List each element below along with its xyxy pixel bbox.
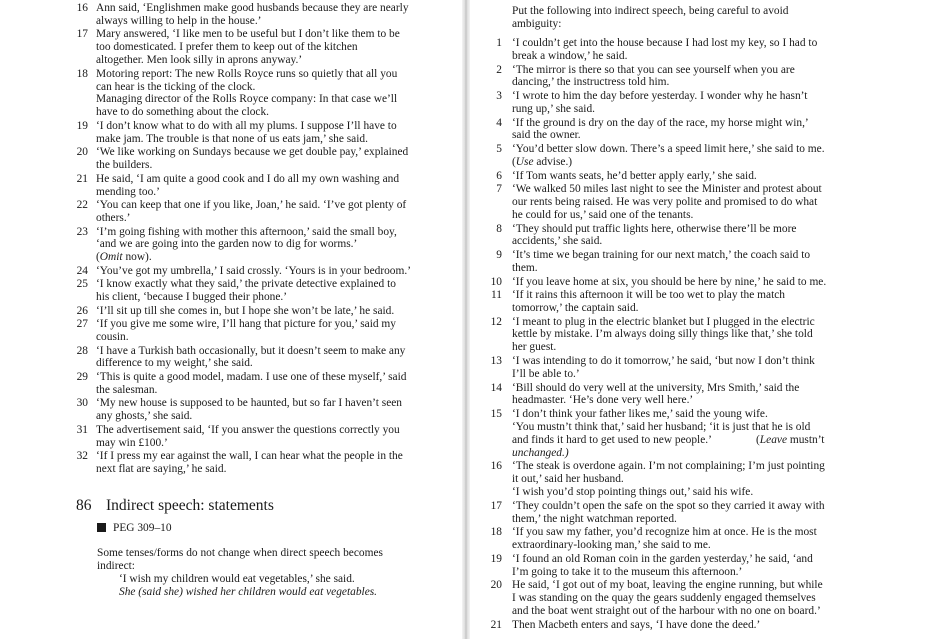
exercise-line: I was standing on the quay the gears suddenly engaged themselves	[512, 592, 816, 605]
exercise-line: ‘They couldn’t open the safe on the spot so they carried it away with	[512, 499, 825, 512]
exercise-line: ‘I have a Turkish bath occasionally, but it doesn’t seem to make any	[96, 344, 406, 357]
exercise-line: our rents being raised. He was very polite and promised to do what	[512, 195, 818, 208]
exercise-note: (Omit now).	[96, 251, 152, 264]
exercise-number: 29	[76, 371, 88, 383]
exercise-line: ‘The steak is overdone again. I’m not complaining; I’m just pointing	[512, 460, 825, 473]
exercise-line: her guest.	[512, 341, 557, 354]
section-heading	[76, 497, 274, 515]
exercise-number: 32	[76, 450, 88, 463]
exercise-line: next flat are saying,’ he said.	[96, 463, 227, 476]
exercise-line: and finds it hard to get used to new people.’	[512, 433, 712, 446]
exercise-number: 10	[490, 275, 502, 288]
exercise-number: 19	[490, 552, 502, 565]
instructions-line-1: Put the following into indirect speech, being careful to avoid	[512, 5, 789, 17]
exercise-line: others.’	[96, 211, 131, 224]
exercise-note: (Leave mustn’t	[756, 433, 825, 446]
exercise-line: ‘I’ll sit up till she comes in, but I hope she won’t be late,’ he said.	[96, 304, 395, 317]
exercise-number: 21	[76, 172, 88, 185]
exercise-line: Then Macbeth enters and says, ‘I have done the deed.’	[512, 618, 761, 631]
exercise-number: 17	[76, 28, 88, 41]
exercise-number: 2	[496, 63, 502, 76]
exercise-number: 20	[76, 146, 88, 159]
exercise-number: 8	[496, 222, 502, 235]
exercise-number: 13	[490, 355, 502, 367]
exercise-line: the builders.	[96, 159, 153, 172]
exercise-number: 12	[490, 315, 502, 328]
exercise-line: any ghosts,’ she said.	[96, 410, 193, 423]
exercise-line: ‘If you give me some wire, I’ll hang that picture for you,’ said my	[96, 318, 396, 331]
exercise-line: ‘I was intending to do it tomorrow,’ he said, ‘but now I don’t think	[512, 355, 815, 367]
book-reference-icon	[97, 523, 106, 532]
exercise-line: rung up,’ she said.	[512, 102, 595, 115]
exercise-line: ‘You’ve got my umbrella,’ I said crossly. ‘Yours is in your bedroom.’	[96, 264, 412, 277]
exercise-line: extraordinary-looking man,’ she said to me.	[512, 539, 711, 552]
exercise-line: headmaster. ‘He’s done very well here.’	[512, 394, 694, 407]
exercise-line: may win £100.’	[96, 436, 168, 449]
exercise-number: 11	[491, 289, 502, 302]
exercise-number: 3	[496, 90, 502, 102]
example-direct: ‘I wish my children would eat vegetables,’ she said.	[119, 573, 355, 585]
exercise-line: ‘If I press my ear against the wall, I can hear what the people in the	[96, 450, 403, 463]
exercise-line: He said, ‘I got out of my boat, leaving the engine running, but while	[512, 579, 823, 592]
exercise-line: dancing,’ the instructress told him.	[512, 76, 670, 89]
section-number: 86	[76, 497, 92, 514]
exercise-number: 16	[490, 460, 502, 473]
exercise-line: ‘I couldn’t get into the house because I had lost my key, so I had to	[512, 37, 818, 49]
exercise-line: make jam. The trouble is that none of us eats jam,’ she said.	[96, 132, 368, 145]
exercise-number: 5	[496, 143, 502, 155]
exercise-number: 25	[76, 278, 88, 291]
exercise-line: said the owner.	[512, 129, 581, 142]
exercise-line: ‘They should put traffic lights here, otherwise there’ll be more	[512, 222, 797, 235]
exercise-number: 23	[76, 225, 88, 238]
exercise-line: ‘Bill should do very well at the university, Mrs Smith,’ said the	[512, 381, 800, 394]
exercise-line: mending too.’	[96, 185, 160, 198]
exercise-line: Mary answered, ‘I like men to be useful but I don’t like them to be	[96, 28, 400, 41]
exercise-line: the salesman.	[96, 383, 158, 396]
exercise-line: ‘You can keep that one if you like, Joan,’ he said. ‘I’ve got plenty of	[96, 199, 407, 212]
exercise-line: ‘My new house is supposed to be haunted, but so far I haven’t seen	[96, 397, 403, 410]
exercise-line: break a window,’ he said.	[512, 49, 628, 62]
intro-line-1: Some tenses/forms do not change when direct speech becomes	[97, 547, 383, 559]
exercise-note: (Use advise.)	[512, 155, 573, 168]
exercise-number: 27	[76, 318, 88, 331]
exercise-line: ‘You’d better slow down. There’s a speed limit here,’ she said to me.	[512, 143, 825, 155]
exercise-line: ‘If it rains this afternoon it will be too wet to play the match	[512, 289, 785, 302]
exercise-number: 18	[76, 67, 88, 80]
exercise-line: ‘We like working on Sundays because we get double pay,’ explained	[96, 146, 409, 159]
exercise-number: 6	[496, 169, 502, 182]
exercise-number: 4	[496, 116, 502, 129]
exercise-note-cont: unchanged.)	[512, 446, 569, 459]
instructions-line-2: ambiguity:	[512, 18, 562, 30]
exercise-line: can hear is the ticking of the clock.	[96, 80, 256, 93]
exercise-number: 31	[76, 423, 88, 436]
exercise-number: 1	[496, 37, 502, 49]
exercise-number: 28	[76, 344, 88, 357]
exercise-line: too domesticated. I prefer them to keep out of the kitchen	[96, 41, 358, 54]
exercise-line: ‘It’s time we began training for our next match,’ the coach said to	[512, 249, 811, 261]
exercise-line: ‘I wish you’d stop pointing things out,’ said his wife.	[512, 486, 754, 499]
exercise-line: ‘If Tom wants seats, he’d better apply early,’ she said.	[512, 169, 757, 182]
reference-text: PEG 309–10	[113, 522, 172, 534]
exercise-line: ‘I know exactly what they said,’ the private detective explained to	[96, 278, 396, 291]
exercise-line: He said, ‘I am quite a good cook and I do all my own washing and	[96, 172, 400, 185]
exercise-line: ‘If the ground is dry on the day of the race, my horse might win,’	[512, 116, 809, 129]
exercise-number: 26	[76, 304, 88, 317]
exercise-number: 22	[76, 199, 88, 212]
exercise-line: ‘If you saw my father, you’d recognize him at once. He is the most	[512, 526, 817, 539]
exercise-number: 18	[490, 526, 502, 539]
exercise-line: his client, ‘because I bugged their phone.’	[96, 291, 288, 304]
exercise-line: The advertisement said, ‘If you answer the questions correctly you	[96, 423, 400, 436]
exercise-number: 14	[490, 381, 502, 394]
exercise-number: 9	[496, 249, 502, 261]
exercise-line: always willing to help in the house.’	[96, 14, 262, 27]
exercise-line: he could for us,’ said one of the tenants.	[512, 208, 694, 221]
exercise-line: altogether. Men look silly in aprons anyway.’	[96, 54, 303, 67]
exercise-number: 16	[76, 2, 88, 14]
exercise-number: 17	[490, 499, 502, 512]
book-gutter	[462, 0, 470, 639]
exercise-line: ‘I found an old Roman coin in the garden yesterday,’ he said, ‘and	[512, 552, 813, 565]
exercise-line: ‘You mustn’t think that,’ said her husband; ‘it is just that he is old	[512, 420, 811, 433]
exercise-line: I’m going to take it to the museum this afternoon.’	[512, 565, 743, 578]
exercise-line: accidents,’ she said.	[512, 235, 603, 248]
exercise-number: 21	[490, 618, 502, 631]
grammar-reference	[97, 522, 172, 535]
exercise-line: kettle by mistake. I’m always doing silly things like that,’ she told	[512, 328, 813, 341]
exercise-line: difference to my weight,’ she said.	[96, 357, 253, 370]
exercise-number: 30	[76, 397, 88, 410]
section-title: Indirect speech: statements	[106, 497, 274, 514]
example-indirect: She (said she) wished her children would eat vegetables.	[119, 586, 378, 598]
exercise-line: Motoring report: The new Rolls Royce runs so quietly that all you	[96, 67, 398, 80]
exercise-line: ‘I don’t know what to do with all my plums. I suppose I’ll have to	[96, 119, 397, 132]
exercise-line: them.	[512, 261, 538, 274]
exercise-number: 15	[490, 408, 502, 420]
exercise-number: 24	[76, 264, 88, 277]
exercise-line: Managing director of the Rolls Royce company: In that case we’ll	[96, 93, 398, 106]
exercise-line: them,’ the night watchman reported.	[512, 512, 677, 525]
exercise-line: tomorrow,’ the captain said.	[512, 301, 639, 314]
exercise-line: it out,’ said her husband.	[512, 473, 624, 486]
exercise-line: ‘I don’t think your father likes me,’ said the young wife.	[512, 408, 768, 420]
exercise-number: 19	[76, 119, 88, 132]
intro-line-2: indirect:	[97, 560, 135, 572]
exercise-line: ‘I’m going fishing with mother this afternoon,’ said the small boy,	[96, 225, 397, 238]
exercise-number: 7	[496, 183, 502, 196]
exercise-line: Ann said, ‘Englishmen make good husbands because they are nearly	[96, 2, 409, 14]
exercise-line: ‘I meant to plug in the electric blanket but I plugged in the electric	[512, 315, 815, 328]
exercise-line: ‘This is quite a good model, madam. I use one of these myself,’ said	[96, 371, 407, 383]
exercise-line: and the boat went straight out of the harbour with no one on board.’	[512, 604, 821, 617]
exercise-line: ‘I wrote to him the day before yesterday. I wonder why he hasn’t	[512, 90, 808, 102]
exercise-line: ‘If you leave home at six, you should be here by nine,’ he said to me.	[512, 275, 827, 288]
exercise-line: ‘The mirror is there so that you can see yourself when you are	[512, 63, 795, 76]
exercise-number: 20	[490, 579, 502, 592]
exercise-line: ‘We walked 50 miles last night to see the Minister and protest about	[512, 183, 822, 196]
exercise-line: I’ll be able to.’	[512, 367, 580, 380]
exercise-line: cousin.	[96, 331, 129, 344]
exercise-line: have to do something about the clock.	[96, 106, 270, 119]
exercise-line: ‘and we are going into the garden now to dig for worms.’	[96, 238, 358, 251]
